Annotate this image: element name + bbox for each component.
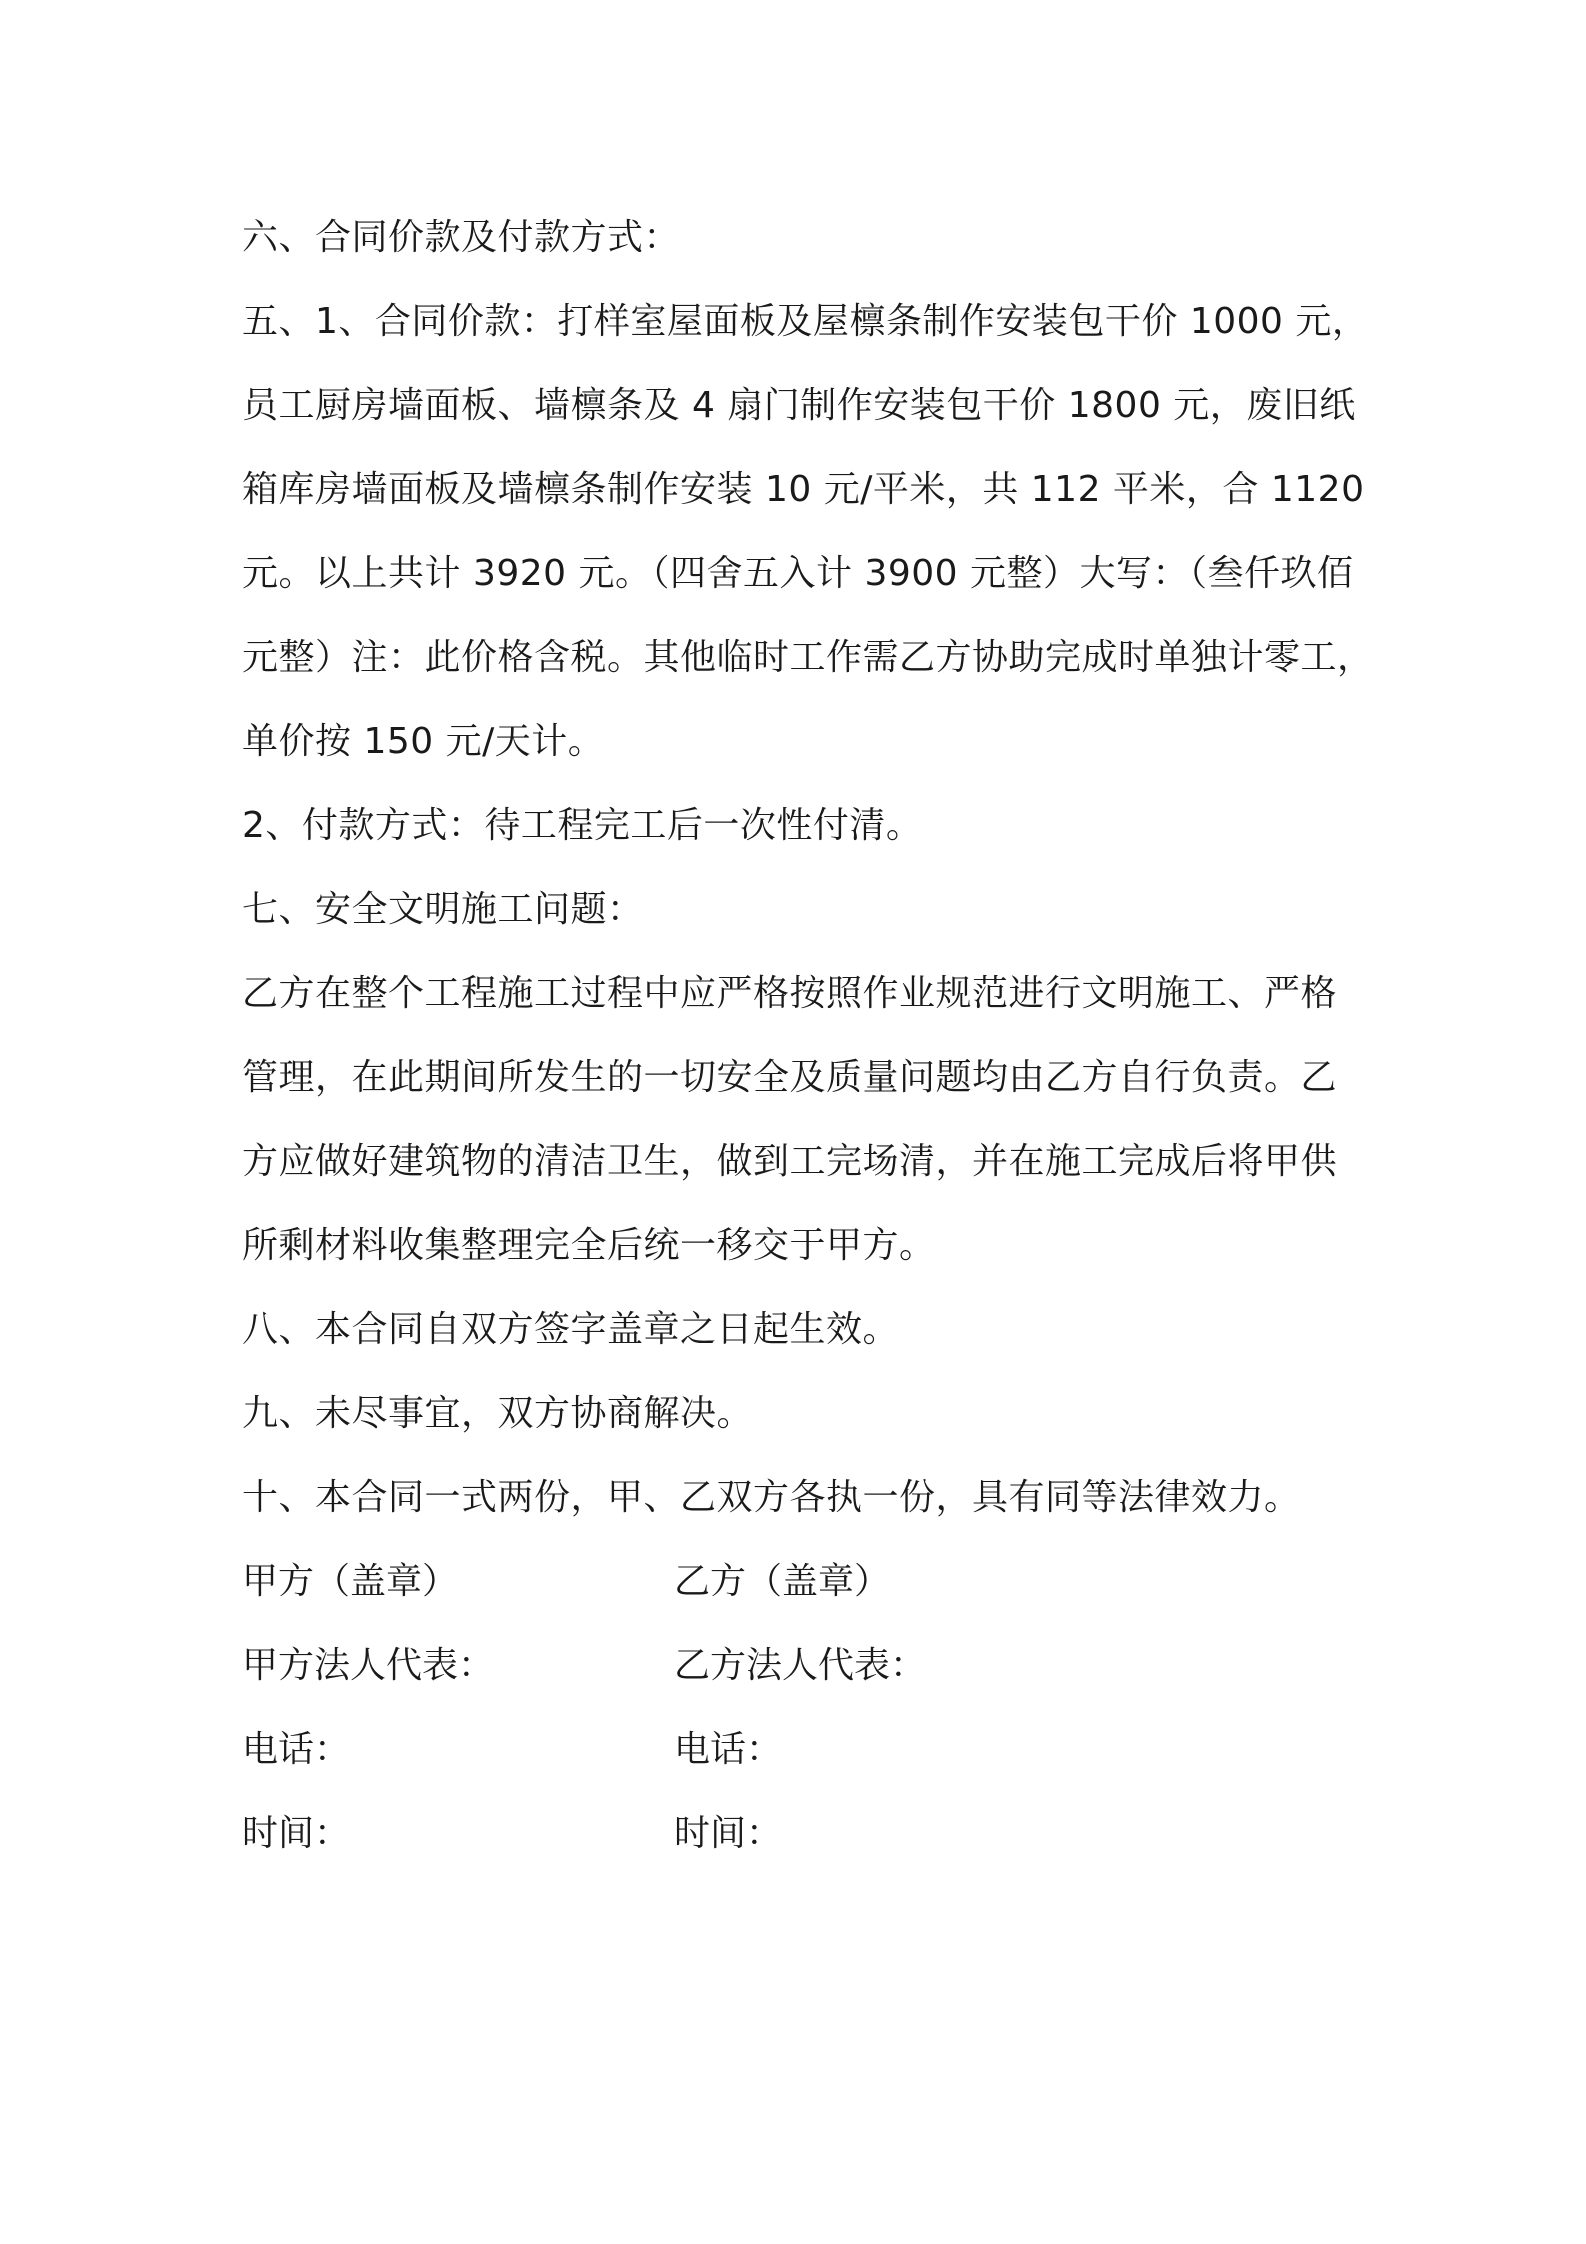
paragraph-line: 员工厨房墙面板、墙檩条及 4 扇门制作安装包干价 1800 元，废旧纸 — [242, 385, 1356, 426]
paragraph-line: 箱库房墙面板及墙檩条制作安装 10 元/平米，共 112 平米，合 1120 — [242, 469, 1365, 510]
party-b-phone-label: 电话： — [674, 1729, 783, 1770]
signature-row-seal — [242, 1540, 1362, 1624]
payment-method-line: 2、付款方式：待工程完工后一次性付清。 — [242, 805, 923, 846]
party-a-seal-label: 甲方（盖章） — [242, 1561, 459, 1602]
party-a-representative-label: 甲方法人代表： — [242, 1645, 495, 1686]
paragraph-line: 单价按 150 元/天计。 — [242, 721, 605, 762]
party-b-date-label: 时间： — [674, 1813, 783, 1854]
paragraph-line: 管理，在此期间所发生的一切安全及质量问题均由乙方自行负责。乙 — [242, 1057, 1338, 1098]
section-heading-safety: 七、安全文明施工问题： — [242, 889, 644, 930]
party-a-phone-label: 电话： — [242, 1729, 351, 1770]
paragraph-line: 元整）注：此价格含税。其他临时工作需乙方协助完成时单独计零工， — [242, 637, 1374, 678]
paragraph-line: 方应做好建筑物的清洁卫生，做到工完场清，并在施工完成后将甲供 — [242, 1141, 1338, 1182]
document-body — [242, 196, 1374, 1876]
party-b-seal-label: 乙方（盖章） — [674, 1561, 891, 1602]
party-a-date-label: 时间： — [242, 1813, 351, 1854]
paragraph-line: 乙方在整个工程施工过程中应严格按照作业规范进行文明施工、严格 — [242, 973, 1338, 1014]
clause-unresolved: 九、未尽事宜，双方协商解决。 — [242, 1393, 754, 1434]
paragraph-line: 五、1、合同价款：打样室屋面板及屋檩条制作安装包干价 1000 元， — [242, 301, 1369, 342]
signature-row-date — [242, 1792, 1362, 1876]
paragraph-line: 元。以上共计 3920 元。（四舍五入计 3900 元整）大写：（叁仟玖佰 — [242, 553, 1354, 594]
signature-row-phone — [242, 1708, 1362, 1792]
clause-copies: 十、本合同一式两份，甲、乙双方各执一份，具有同等法律效力。 — [242, 1477, 1301, 1518]
party-b-representative-label: 乙方法人代表： — [674, 1645, 927, 1686]
clause-effective: 八、本合同自双方签字盖章之日起生效。 — [242, 1309, 900, 1350]
paragraph-line: 所剩材料收集整理完全后统一移交于甲方。 — [242, 1225, 936, 1266]
section-heading-payment: 六、合同价款及付款方式： — [242, 217, 681, 258]
signature-row-representative — [242, 1624, 1362, 1708]
